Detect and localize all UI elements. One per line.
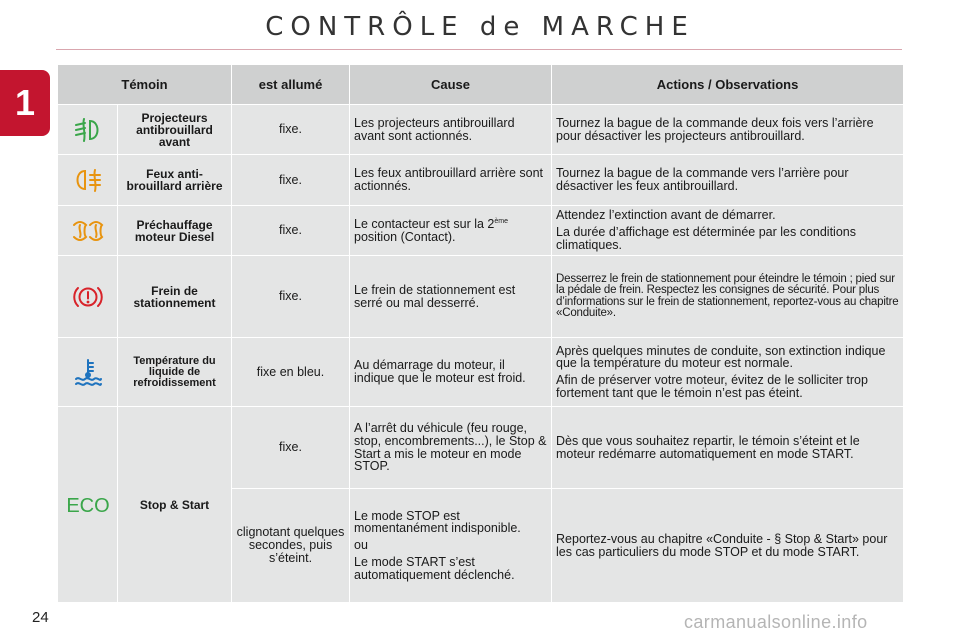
action-text: Afin de préserver votre moteur, évitez de le solliciter trop fortement tant que le témoin n’est pas éteint.: [556, 373, 868, 400]
watermark[interactable]: carmanualsonline.info: [684, 612, 868, 632]
diesel-preheating-icon: [72, 219, 104, 243]
indicator-name: Stop & Start: [118, 407, 232, 603]
cause-text: Le mode START s’est automatiquement déclenché.: [354, 554, 515, 582]
table-row: [58, 155, 904, 206]
title-divider: [56, 49, 902, 50]
page-title: CONTRÔLE de MARCHE: [265, 12, 695, 42]
action-text: Reportez-vous au chapitre «Conduite - § Stop & Start» pour les cas particuliers du mode STOP et du mode START.: [552, 489, 904, 603]
cause-text: A l’arrêt du véhicule (feu rouge, stop, encombrements...), le Stop & Start a mis le moteur en mode STOP.: [354, 421, 547, 474]
action-text: Dès que vous souhaitez repartir, le témoin s’éteint et le moteur redémarre automatiquement en mode START.: [552, 407, 904, 489]
eco-icon-text: ECO: [65, 494, 110, 516]
indicator-table: [57, 64, 904, 603]
table-header-row: [58, 65, 904, 105]
coolant-temperature-icon: [73, 357, 103, 387]
indicator-state: fixe.: [232, 407, 350, 489]
indicator-name: Feux anti-brouillard arrière: [118, 155, 232, 206]
indicator-state: clignotant quelques secondes, puis s’éteint.: [232, 489, 350, 603]
table-row: [58, 105, 904, 155]
table-row: [58, 338, 904, 407]
action-text: Après quelques minutes de conduite, son extinction indique que la température du moteur est normale.: [556, 343, 886, 371]
indicator-cause: Le frein de stationnement est serré ou mal desserré.: [350, 256, 552, 338]
cause-superscript: ème: [494, 217, 508, 225]
page-number: 24: [32, 609, 49, 626]
table-row: [58, 206, 904, 256]
indicator-name: Préchauffage moteur Diesel: [118, 206, 232, 256]
front-fog-lamp-icon: [73, 117, 103, 143]
cause-text-start: Le contacteur est sur la 2: [354, 216, 495, 231]
cause-text: ou: [354, 538, 368, 553]
table-row: [58, 256, 904, 338]
indicator-name: Projecteurs antibrouillard avant: [118, 105, 232, 155]
header-cause: Cause: [350, 65, 552, 105]
indicator-state: fixe.: [232, 206, 350, 256]
indicator-state: fixe en bleu.: [232, 338, 350, 407]
action-text: Tournez la bague de la commande deux fois vers l’arrière pour désactiver les projecteurs antibrouillard.: [556, 115, 874, 143]
indicator-state: fixe.: [232, 155, 350, 206]
indicator-cause: [350, 206, 552, 256]
header-indicator: Témoin: [58, 65, 232, 105]
header-actions: Actions / Observations: [552, 65, 904, 105]
parking-brake-icon: [72, 283, 104, 311]
indicator-cause: Au démarrage du moteur, il indique que le moteur est froid.: [350, 338, 552, 407]
table-row: [58, 407, 904, 489]
chapter-tab[interactable]: 1: [0, 70, 50, 136]
indicator-name: Frein de stationnement: [118, 256, 232, 338]
header-state: est allumé: [232, 65, 350, 105]
rear-fog-lamp-icon: [73, 167, 103, 193]
cause-text-end: position (Contact).: [354, 229, 456, 244]
indicator-cause: Les projecteurs antibrouillard avant sont actionnés.: [350, 105, 552, 155]
cause-text: Le mode STOP est momentanément indisponible.: [354, 508, 521, 536]
indicator-cause: Les feux antibrouillard arrière sont actionnés.: [350, 155, 552, 206]
indicator-state: fixe.: [232, 256, 350, 338]
indicator-state: fixe.: [232, 105, 350, 155]
indicator-name: Température du liquide de refroidissement: [118, 338, 232, 407]
action-text: Attendez l’extinction avant de démarrer.: [556, 208, 776, 223]
eco-icon: [64, 494, 112, 516]
action-text: La durée d’affichage est déterminée par les conditions climatiques.: [556, 225, 856, 252]
action-text: Desserrez le frein de stationnement pour éteindre le témoin ; pied sur la pédale de frein. Respectez les consignes de sécurité. Pour plus d’informations sur le frein de stationnement, reportez-vous au chapitre «Conduite».: [556, 272, 899, 319]
action-text: Tournez la bague de la commande vers l’arrière pour désactiver les feux antibrouillard.: [556, 166, 849, 193]
